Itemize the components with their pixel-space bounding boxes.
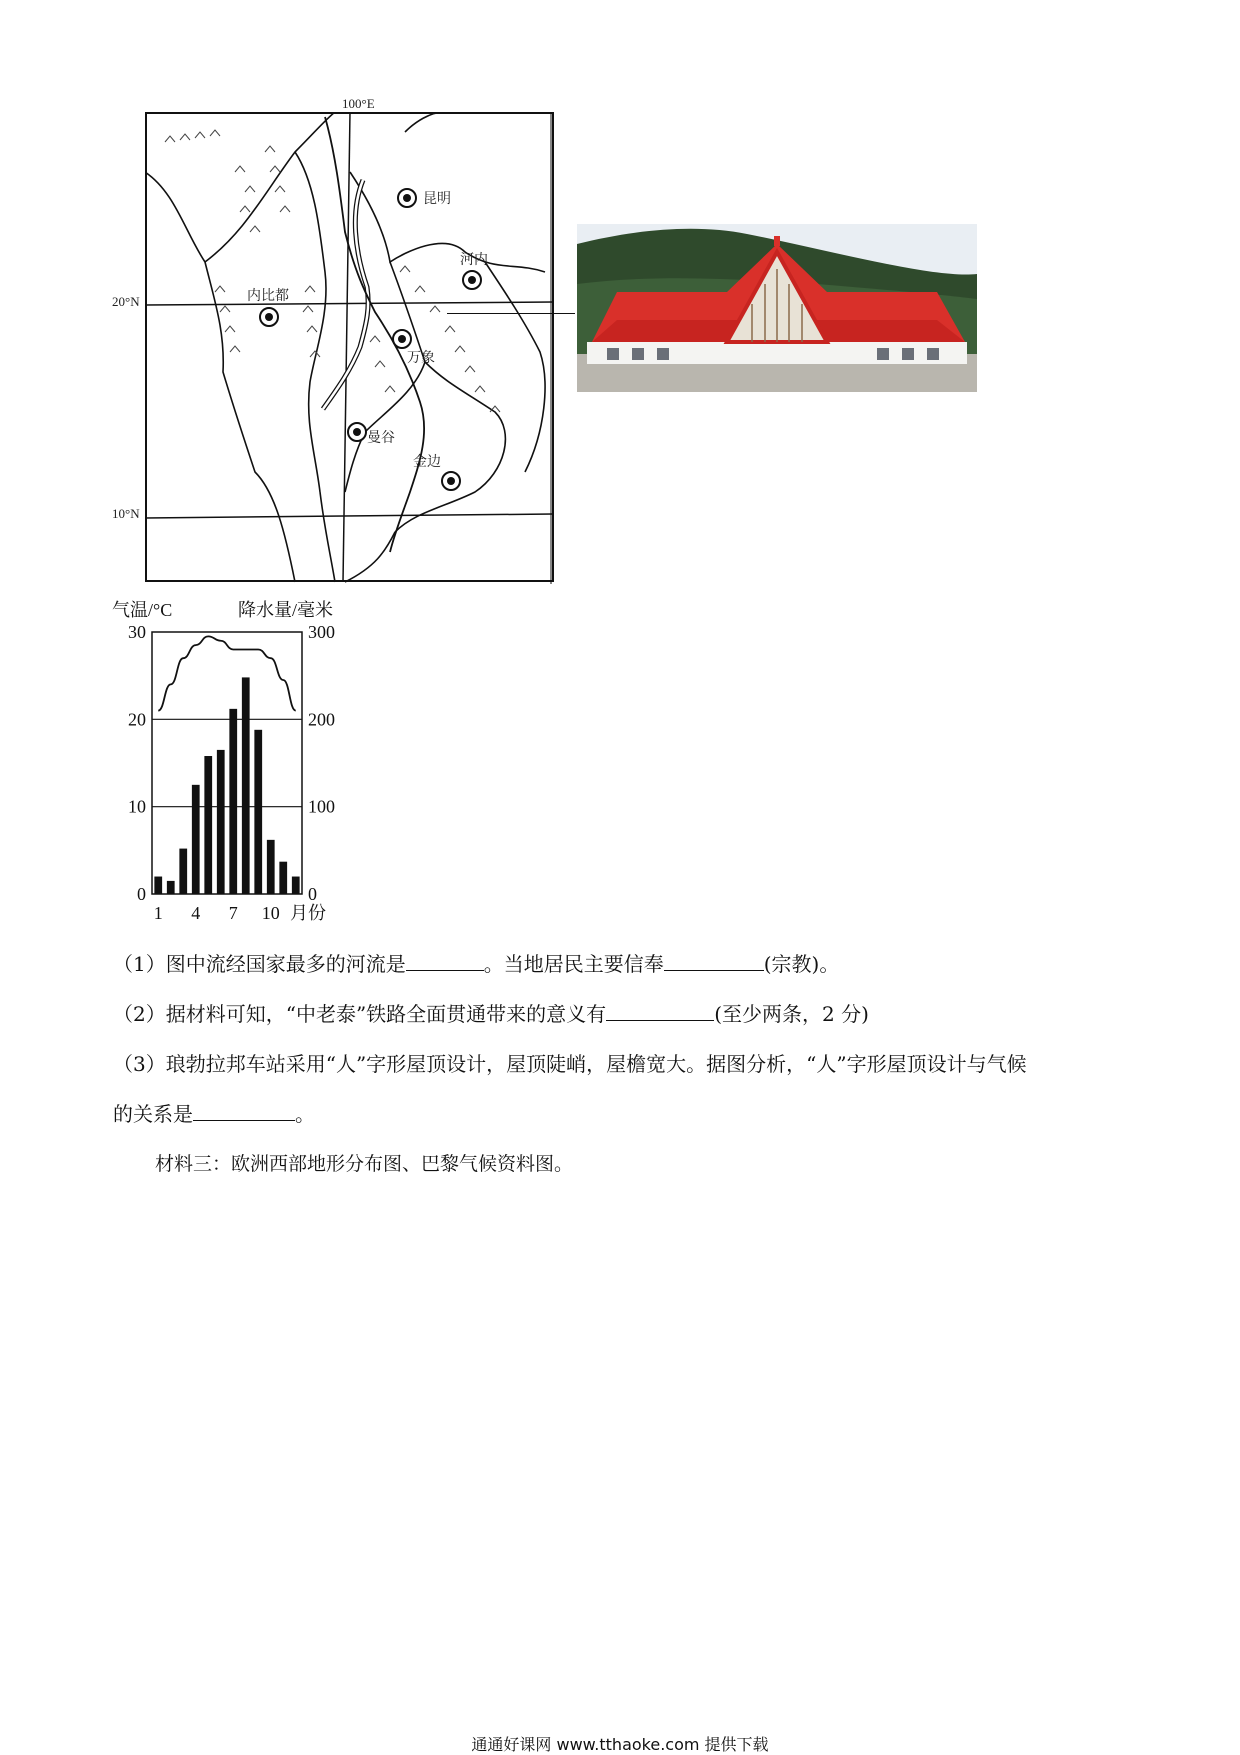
question-1 bbox=[113, 950, 839, 978]
left-tick-label: 0 bbox=[137, 884, 146, 904]
right-tick-label: 0 bbox=[308, 884, 317, 904]
left-tick-label: 20 bbox=[128, 709, 146, 730]
q2-blank-significance[interactable] bbox=[606, 1000, 714, 1021]
q2-text-a: （2）据材料可知，“中老泰”铁路全面贯通带来的意义有 bbox=[113, 1002, 607, 1026]
material-3: 材料三：欧洲西部地形分布图、巴黎气候资料图。 bbox=[155, 1153, 574, 1175]
latitude-10-label: 10°N bbox=[112, 506, 140, 521]
svg-text:河内: 河内 bbox=[460, 252, 488, 268]
x-tick-label: 10 bbox=[261, 903, 280, 923]
q1-blank-river[interactable] bbox=[406, 950, 484, 971]
precipitation-bar bbox=[217, 750, 225, 894]
precipitation-bar bbox=[179, 849, 187, 894]
page-footer: 通通好课网 www.tthaoke.com 提供下载 bbox=[471, 1735, 769, 1754]
right-tick-label: 300 bbox=[308, 622, 335, 642]
precipitation-bar bbox=[204, 756, 212, 894]
longitude-label: 100°E bbox=[342, 96, 375, 111]
temperature-line bbox=[158, 636, 296, 710]
photo-connector-line bbox=[447, 313, 575, 314]
left-axis-label: 气温/°C bbox=[112, 600, 173, 620]
left-tick-label: 30 bbox=[128, 622, 146, 642]
svg-text:内比都: 内比都 bbox=[247, 288, 289, 304]
q3-text-b: 。 bbox=[295, 1102, 315, 1126]
x-tick-label: 7 bbox=[228, 903, 238, 923]
latitude-20-label: 20°N bbox=[112, 294, 140, 309]
city-kunming bbox=[398, 189, 451, 207]
right-tick-label: 200 bbox=[308, 709, 335, 730]
precipitation-bar bbox=[279, 862, 287, 894]
x-tick-label: 1 bbox=[153, 903, 163, 923]
x-axis-label: 月份 bbox=[290, 903, 326, 923]
precipitation-bar bbox=[229, 709, 237, 894]
precipitation-bar bbox=[154, 877, 162, 894]
question-2 bbox=[113, 1000, 869, 1028]
precipitation-bar bbox=[192, 785, 200, 894]
precipitation-bar bbox=[292, 877, 300, 894]
x-tick-label: 4 bbox=[191, 903, 201, 923]
q3-text-a: 的关系是 bbox=[113, 1102, 193, 1126]
q2-text-b: (至少两条，2 分) bbox=[714, 1002, 869, 1026]
q1-text-a: （1）图中流经国家最多的河流是 bbox=[113, 952, 406, 976]
q3-blank-relation[interactable] bbox=[193, 1100, 295, 1121]
right-tick-label: 100 bbox=[308, 796, 335, 817]
right-axis-label: 降水量/毫米 bbox=[238, 600, 334, 620]
svg-text:昆明: 昆明 bbox=[423, 191, 451, 207]
luang-prabang-station-photo bbox=[577, 224, 977, 392]
precipitation-bar bbox=[267, 840, 275, 894]
q1-blank-religion[interactable] bbox=[664, 950, 764, 971]
climate-chart bbox=[112, 596, 364, 926]
q1-text-b: 。当地居民主要信奉 bbox=[483, 952, 664, 976]
precipitation-bar bbox=[167, 881, 175, 894]
precipitation-bar bbox=[254, 730, 262, 894]
left-tick-label: 10 bbox=[128, 796, 146, 817]
svg-text:金边: 金边 bbox=[413, 454, 441, 470]
plot-frame bbox=[152, 632, 302, 894]
svg-text:万象: 万象 bbox=[407, 350, 435, 366]
q3-text-line1: （3）琅勃拉邦车站采用“人”字形屋顶设计，屋顶陡峭，屋檐宽大。据图分析，“人”字形屋顶设计与气候 bbox=[113, 1052, 1027, 1076]
precipitation-bar bbox=[242, 677, 250, 894]
svg-text:曼谷: 曼谷 bbox=[367, 430, 395, 446]
southeast-asia-map bbox=[145, 112, 555, 584]
question-3 bbox=[113, 1050, 1027, 1078]
q1-text-c: (宗教)。 bbox=[763, 952, 840, 976]
question-3-cont bbox=[113, 1100, 315, 1128]
